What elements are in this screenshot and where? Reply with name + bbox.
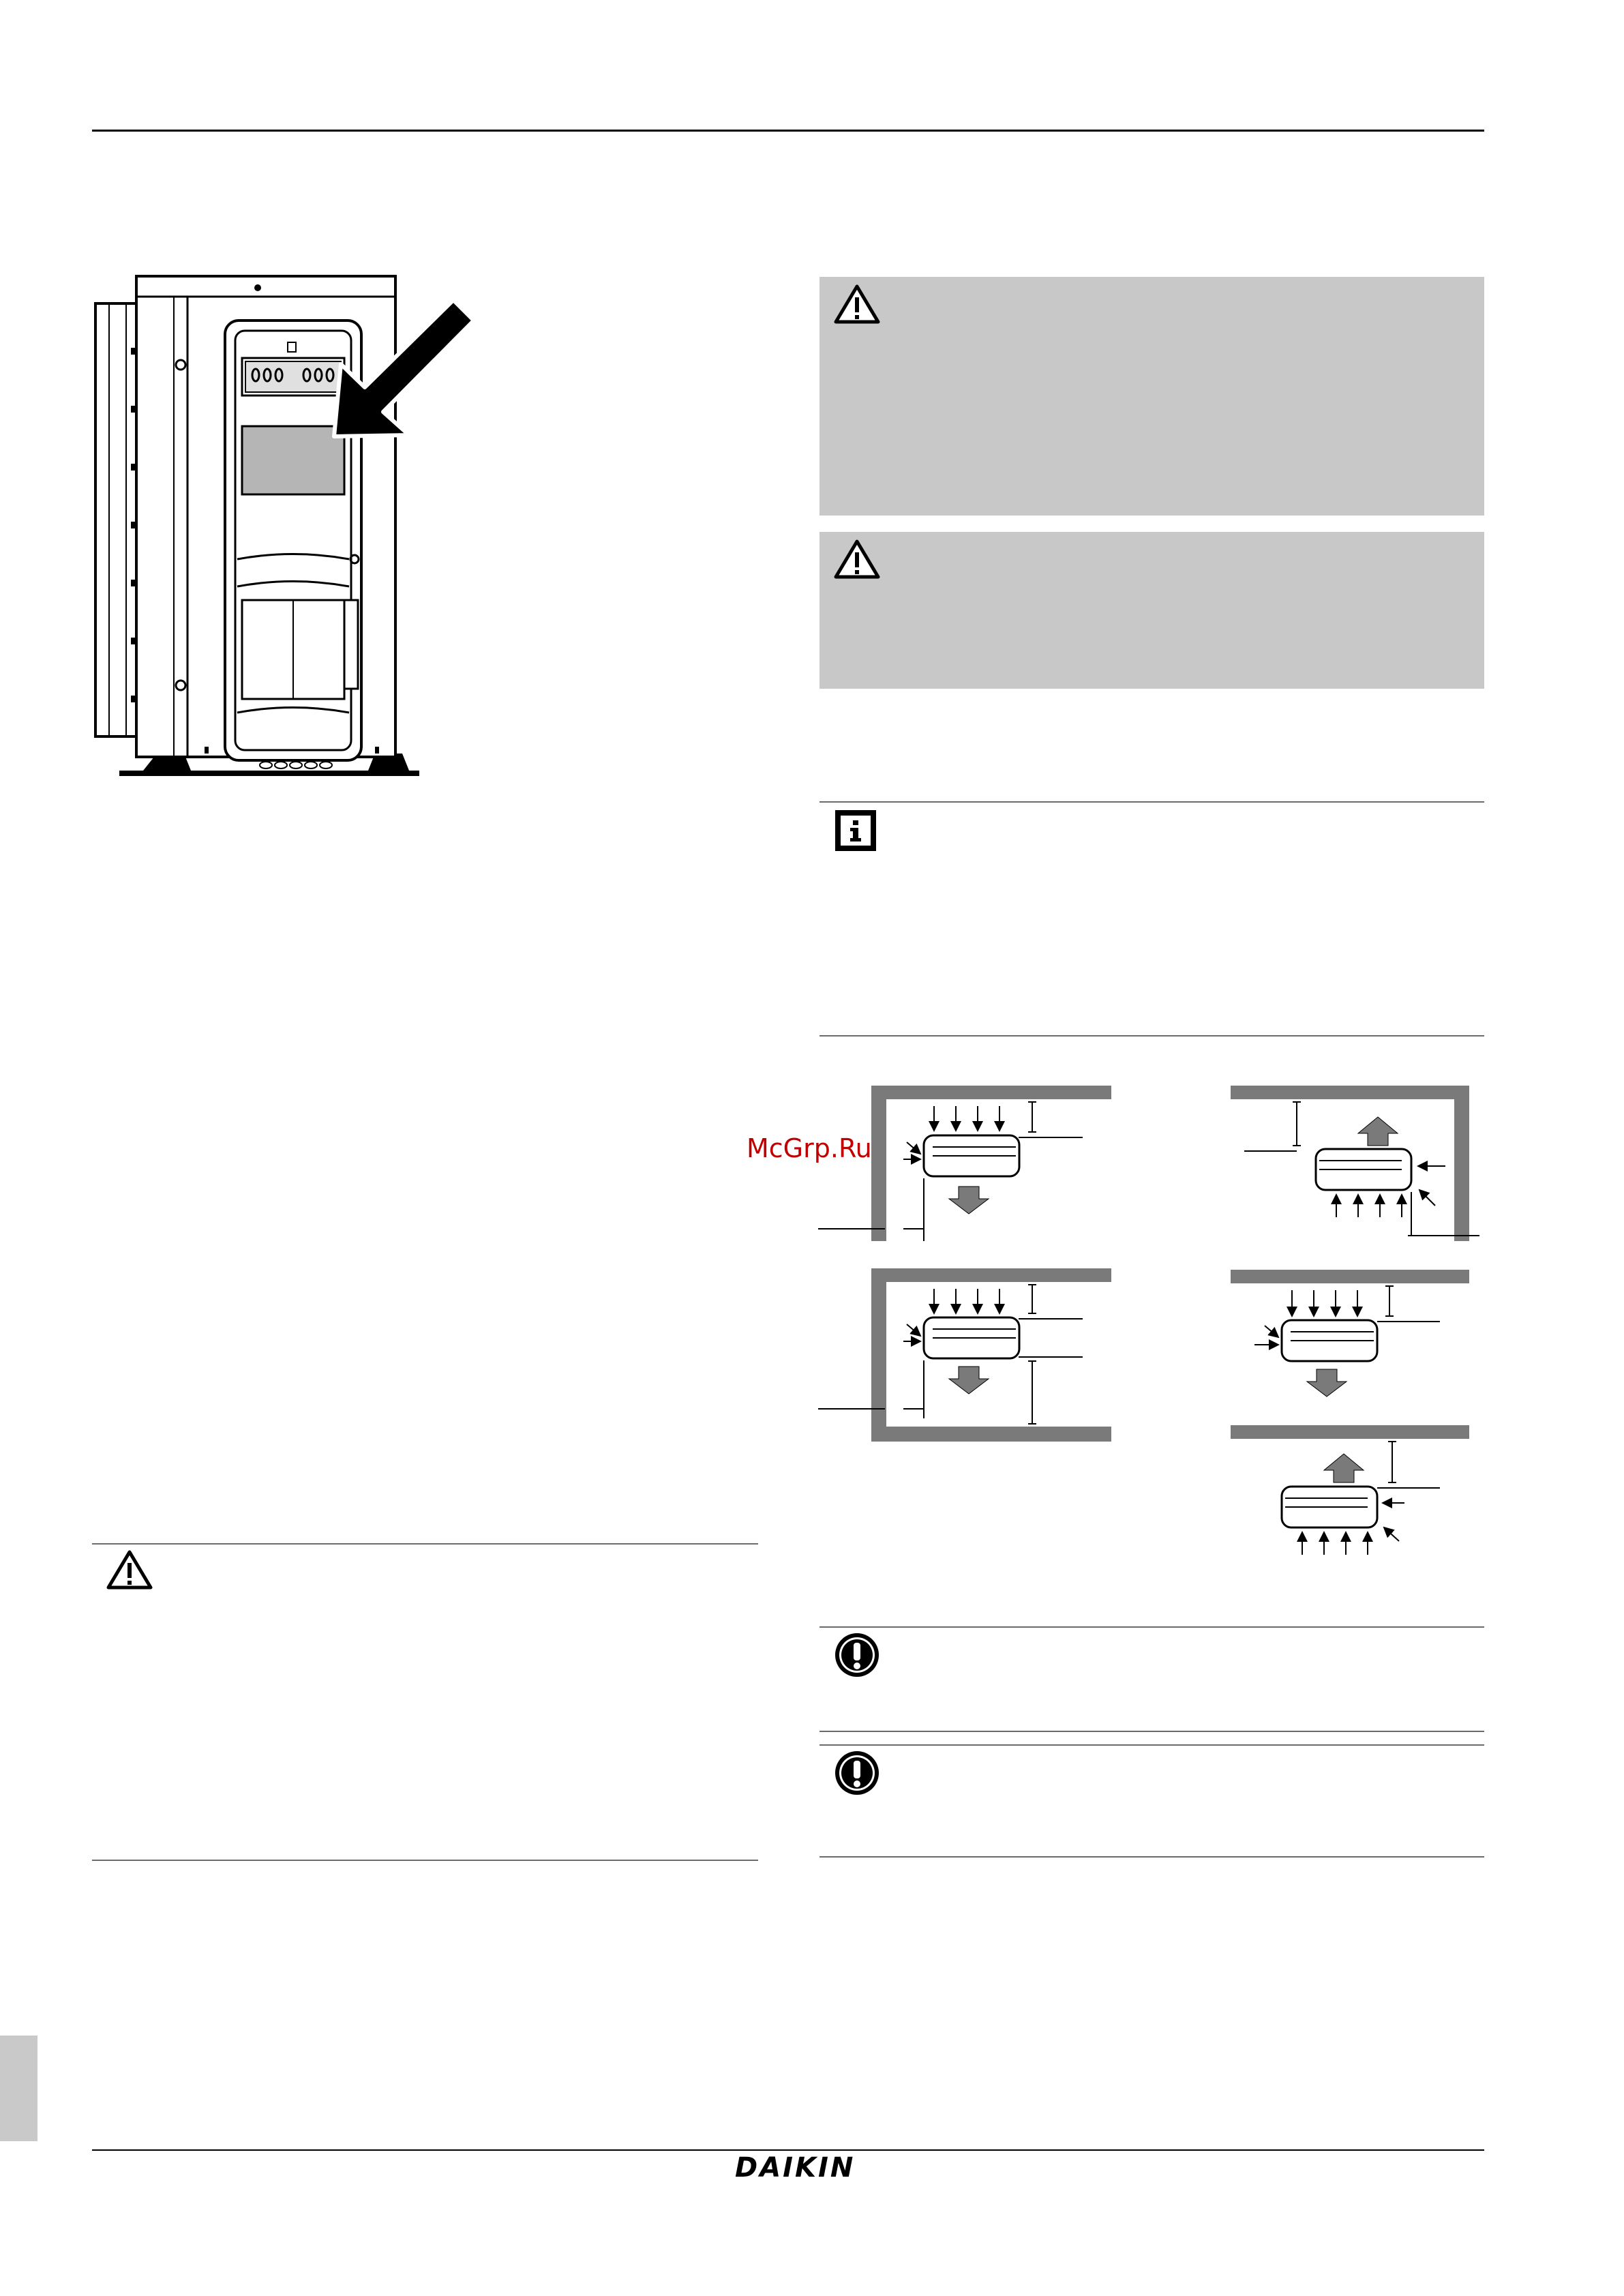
notice-box-1-top-rule <box>819 1626 1484 1628</box>
footer-rule <box>92 2149 1484 2151</box>
warning-triangle-icon <box>106 1549 153 1590</box>
caution-box-top-rule <box>92 1543 758 1545</box>
exclamation-circle-icon <box>833 1631 881 1679</box>
info-box-top-rule <box>819 801 1484 803</box>
clearance-diagram-d <box>1231 1270 1469 1555</box>
clearance-diagram-b <box>1231 1086 1479 1241</box>
warning-triangle-icon <box>833 284 881 325</box>
caution-box-bottom-rule <box>92 1860 758 1861</box>
warning-box-2 <box>819 532 1484 689</box>
warning-triangle-icon <box>833 539 881 580</box>
exclamation-circle-icon <box>833 1749 881 1797</box>
daikin-logo: DAIKIN <box>735 2152 856 2183</box>
clearance-diagram-a <box>818 1086 1111 1241</box>
notice-box-2-bottom-rule <box>819 1856 1484 1858</box>
notice-box-1-bottom-rule <box>819 1731 1484 1732</box>
warning-box-1 <box>819 277 1484 516</box>
side-tab <box>0 2036 37 2141</box>
clearance-diagram-c <box>818 1268 1111 1442</box>
notice-box-2-top-rule <box>819 1744 1484 1746</box>
header-rule <box>92 130 1484 132</box>
info-box-bottom-rule <box>819 1035 1484 1037</box>
information-icon <box>833 808 878 853</box>
installation-clearance-diagrams <box>811 1077 1493 1582</box>
watermark: McGrp.Ru <box>747 1133 872 1163</box>
outdoor-unit-illustration <box>89 266 498 784</box>
